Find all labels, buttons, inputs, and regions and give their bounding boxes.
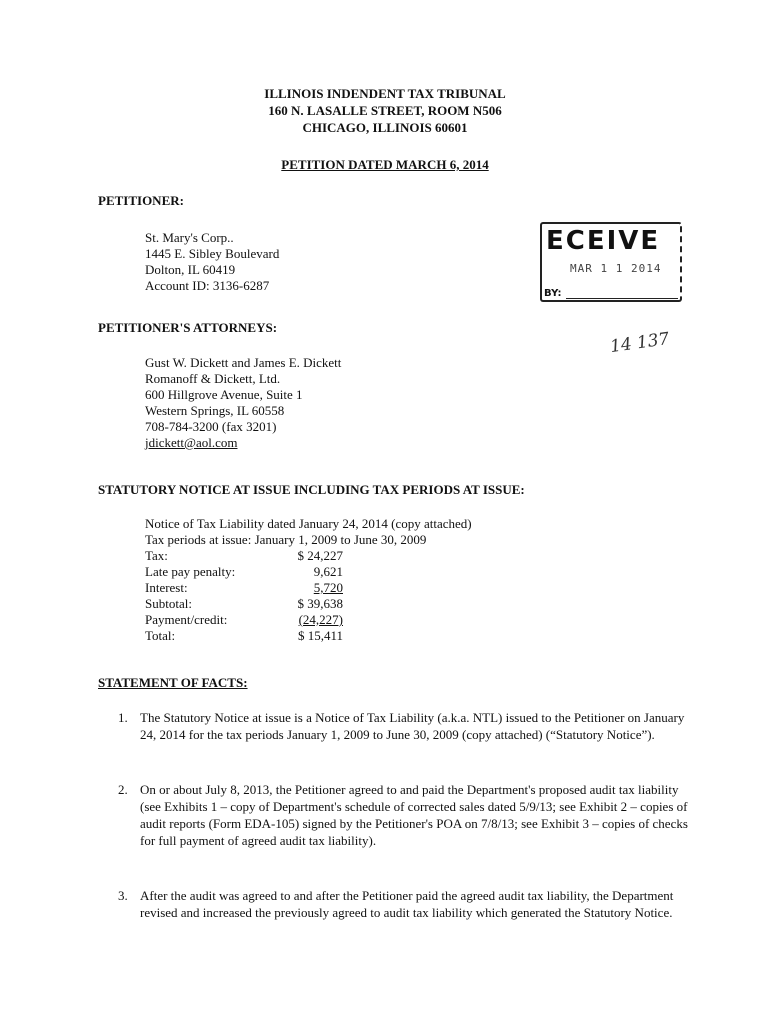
liability-row-total: Total: $ 15,411: [145, 628, 343, 643]
tribunal-address: 160 N. LASALLE STREET, ROOM N506: [268, 103, 502, 118]
petitioner-name: St. Mary's Corp..: [145, 230, 234, 245]
petition-date-title: PETITION DATED MARCH 6, 2014: [281, 157, 489, 172]
attorney-city: Western Springs, IL 60558: [145, 403, 285, 418]
petitioner-street: 1445 E. Sibley Boulevard: [145, 246, 280, 261]
liability-row-tax: Tax: $ 24,227: [145, 548, 343, 563]
stamp-by-label: BY:: [544, 288, 562, 299]
petitioner-account-id: Account ID: 3136-6287: [145, 278, 270, 293]
notice-description: Notice of Tax Liability dated January 24, 2014 (copy attached): [145, 516, 472, 531]
tribunal-name: ILLINOIS INDENDENT TAX TRIBUNAL: [264, 86, 506, 101]
statutory-notice-heading: STATUTORY NOTICE AT ISSUE INCLUDING TAX PERIODS AT ISSUE:: [98, 482, 525, 497]
liability-row-payment: Payment/credit: (24,227): [145, 612, 343, 627]
petitioner-address-block: [145, 230, 279, 294]
petitioner-heading: PETITIONER:: [98, 193, 184, 208]
attorney-names: Gust W. Dickett and James E. Dickett: [145, 355, 342, 370]
stamp-received-word: ECEIVE: [546, 226, 661, 256]
liability-row-penalty: Late pay penalty: 9,621: [145, 564, 343, 579]
attorney-email-link[interactable]: jdickett@aol.com: [145, 435, 238, 450]
statutory-notice-block: [145, 516, 472, 548]
tax-periods-line: Tax periods at issue: January 1, 2009 to June 30, 2009: [145, 532, 427, 547]
handwritten-note: 14 137: [608, 328, 671, 358]
attorneys-heading: PETITIONER'S ATTORNEYS:: [98, 320, 278, 335]
tribunal-city: CHICAGO, ILLINOIS 60601: [302, 120, 468, 135]
attorneys-block: [145, 355, 341, 451]
stamp-by-line: [566, 298, 678, 299]
stamp-date: MAR 1 1 2014: [570, 262, 662, 275]
liability-row-subtotal: Subtotal: $ 39,638: [145, 596, 343, 611]
document-page: ILLINOIS INDENDENT TAX TRIBUNAL 160 N. LASALLE STREET, ROOM N506 CHICAGO, ILLINOIS 60601 PETITION DATED MARCH 6, 2014 PETITIONER: St. Mary's Corp.. 1445 E. Sibley Boulevard Dolton, IL 60419 Account ID: 3136-6287 ECEIVE MAR 1 1 2014 BY: 14 137 PETITIONER'S ATTORNEYS: Gust W. Dickett and James E. Dickett Romanoff & Dickett, Ltd. 600 Hillgrove Avenue, Suite 1 Western Springs, IL 60558 708-784-3200 (fax 3201) jdickett@aol.com STATUTORY NOTICE AT ISSUE INCLUDING TAX PERIODS AT ISSUE: Notice of Tax Liability dated January 24, 2014 (copy attached) Tax periods at issue: January 1, 2009 to June 30, 2009 Tax: $ 24,227 Late pay penalty: 9,621 Interest: 5,720 Subtotal: $ 39,638 Payment/credit: (24,227) Total: $ 15,411 STATEMENT OF FACTS: 1. The Statutory Notice at issue is a Notice of Tax Liability (a.k.a. NTL) issued to the Petitioner on January 24, 2014 for the tax periods January 1, 2009 to June 30, 2009 (copy attached) (“Statutory Notice”). 2. On or about July 8, 2013, the Petitioner agreed to and paid the Department's proposed audit tax liability (see Exhibits 1 – copy of Department's schedule of corrected sales dated 5/9/13; see Exhibit 2 – copies of audit reports (Form EDA-105) signed by the Petitioner's POA on 7/8/13; see Exhibit 3 – copies of checks for full payment of agreed audit tax liability). 3. After the audit was agreed to and after the Petitioner paid the agreed audit tax liability, the Department revised and increased the previously agreed to audit tax liability which generated the Statutory Notice.: [0, 0, 770, 1024]
liability-table: [145, 548, 365, 644]
attorney-street: 600 Hillgrove Avenue, Suite 1: [145, 387, 303, 402]
received-stamp: [540, 222, 682, 302]
liability-row-interest: Interest: 5,720: [145, 580, 343, 595]
attorney-phone: 708-784-3200 (fax 3201): [145, 419, 277, 434]
attorney-firm: Romanoff & Dickett, Ltd.: [145, 371, 281, 386]
statement-of-facts-heading: STATEMENT OF FACTS:: [98, 675, 248, 690]
petitioner-city: Dolton, IL 60419: [145, 262, 236, 277]
